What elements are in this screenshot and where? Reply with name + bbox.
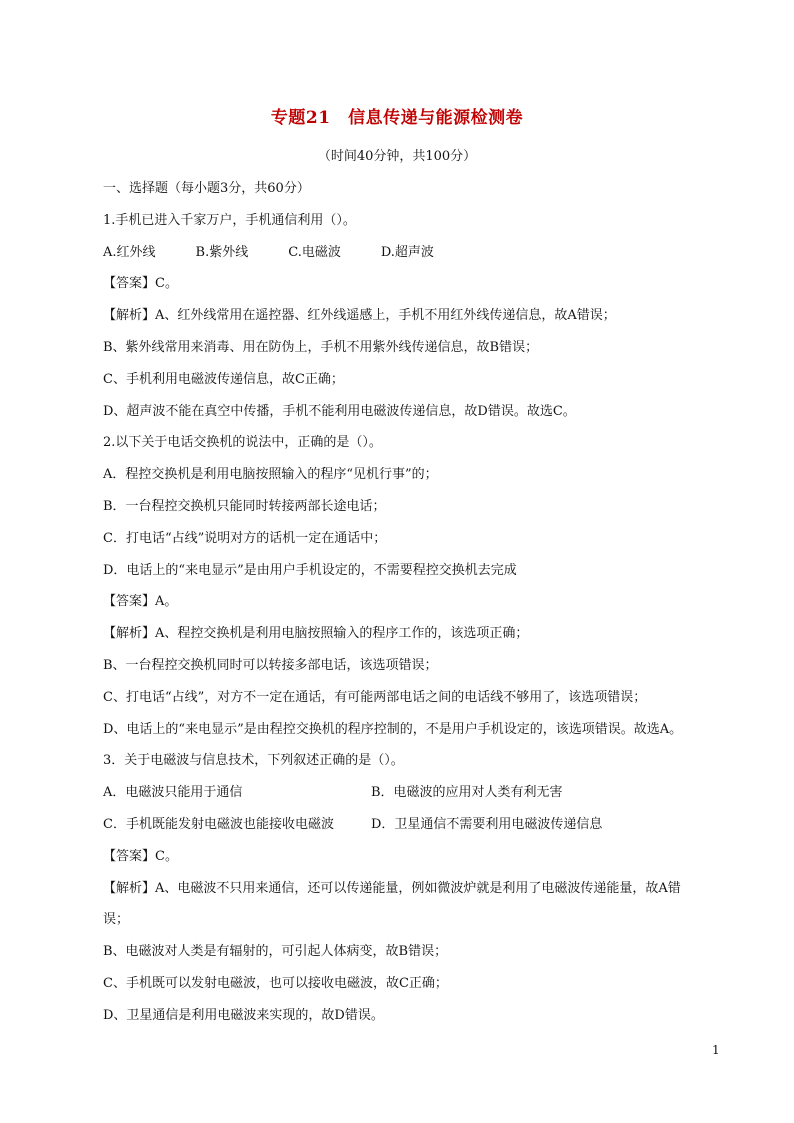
q1-option-a: A.红外线 <box>103 244 156 260</box>
question-1-options <box>103 237 693 269</box>
question-1-answer: 【答案】C。 <box>103 276 178 292</box>
q1-option-b: B.紫外线 <box>195 244 249 260</box>
q3-analysis-line: 【解析】A、电磁波不只用来通信，还可以传递能量，例如微波炉就是利用了电磁波传递能量，故A错误； <box>103 880 681 928</box>
page-subtitle: （时间40分钟，共100分） <box>317 149 477 164</box>
page-number: 1 <box>712 1043 720 1057</box>
q2-analysis-line: C、打电话“占线”，对方不一定在通话，有可能两部电话之间的电话线不够用了，该选项错误； <box>103 689 647 705</box>
question-3-options <box>103 777 693 841</box>
document-body <box>103 173 693 1032</box>
question-3-stem: 3．关于电磁波与信息技术，下列叙述正确的是（）。 <box>103 753 404 769</box>
q2-analysis-line: B、一台程控交换机同时可以转接多部电话，该选项错误； <box>103 657 438 673</box>
q3-option-d: D．卫星通信不需要利用电磁波传递信息 <box>371 816 603 832</box>
q1-analysis-line: 【解析】A、红外线常用在遥控器、红外线遥感上，手机不用红外线传递信息，故A错误； <box>103 308 616 324</box>
q3-analysis-line: D、卫星通信是利用电磁波来实现的，故D错误。 <box>103 1007 384 1023</box>
q2-analysis-line: 【解析】A、程控交换机是利用电脑按照输入的程序工作的，该选项正确； <box>103 626 529 642</box>
q1-analysis-line: B、紫外线常用来消毒、用在防伪上，手机不用紫外线传递信息，故B错误； <box>103 339 539 355</box>
q1-analysis-line: C、手机利用电磁波传递信息，故C正确； <box>103 371 344 387</box>
q3-analysis-line: C、手机既可以发射电磁波，也可以接收电磁波，故C正确； <box>103 975 448 991</box>
section-heading: 一、选择题（每小题3分，共60分） <box>103 181 310 196</box>
q1-analysis-line: D、超声波不能在真空中传播，手机不能利用电磁波传递信息，故D错误。故选C。 <box>103 403 576 419</box>
q3-option-c: C．手机既能发射电磁波也能接收电磁波 <box>103 816 334 832</box>
q1-option-c: C.电磁波 <box>288 244 341 260</box>
q2-option-c: C．打电话“占线”说明对方的话机一定在通话中； <box>103 530 387 546</box>
question-2-answer: 【答案】A。 <box>103 594 178 610</box>
question-1-stem: 1.手机已进入千家万户，手机通信利用（）。 <box>103 212 356 228</box>
q3-option-b: B．电磁波的应用对人类有利无害 <box>371 785 563 801</box>
question-2-stem: 2.以下关于电话交换机的说法中，正确的是（）。 <box>103 435 382 451</box>
page-title: 专题21 信息传递与能源检测卷 <box>270 108 524 128</box>
q3-option-a: A．电磁波只能用于通信 <box>103 785 243 801</box>
q2-analysis-line: D、电话上的“来电显示”是由程控交换机的程序控制的，不是用户手机设定的，该选项错误。故选A。 <box>103 721 683 737</box>
q2-option-d: D．电话上的“来电显示”是由用户手机设定的，不需要程控交换机去完成 <box>103 562 517 578</box>
q2-option-b: B．一台程控交换机只能同时转接两部长途电话； <box>103 498 386 514</box>
q1-option-d: D.超声波 <box>380 244 434 260</box>
question-3-answer: 【答案】C。 <box>103 848 178 864</box>
q3-analysis-line: B、电磁波对人类是有辐射的，可引起人体病变，故B错误； <box>103 944 448 960</box>
q2-option-a: A．程控交换机是利用电脑按照输入的程序“见机行事”的； <box>103 467 438 483</box>
